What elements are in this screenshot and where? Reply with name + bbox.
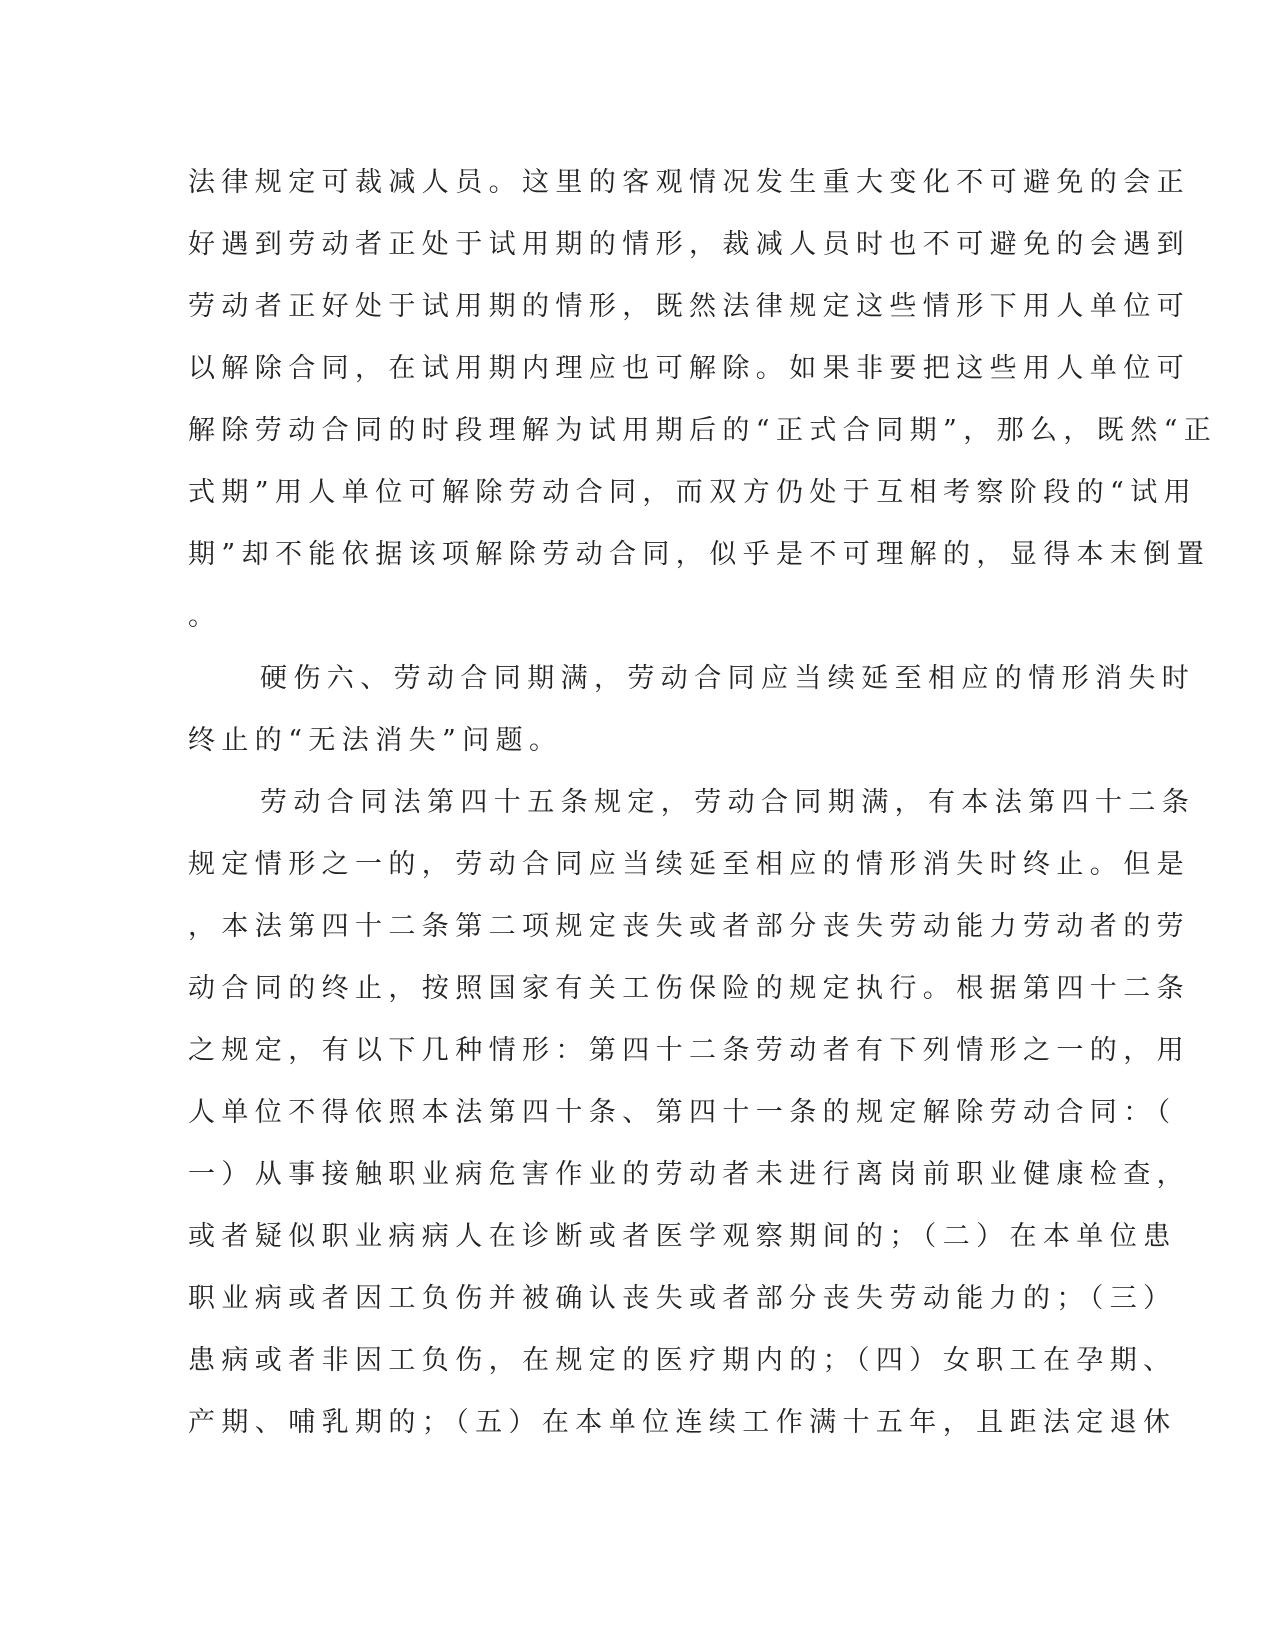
text-line: ，本法第四十二条第二项规定丧失或者部分丧失劳动能力劳动者的劳 xyxy=(188,911,1190,942)
text-line: 。 xyxy=(188,601,222,632)
paragraph-start: 劳动合同法第四十五条规定，劳动合同期满，有本法第四十二条 xyxy=(260,787,1196,818)
text-line: 解除劳动合同的时段理解为试用期后的“正式合同期”，那么，既然“正 xyxy=(188,415,1218,446)
text-line: 动合同的终止，按照国家有关工伤保险的规定执行。根据第四十二条 xyxy=(188,973,1190,1004)
text-line: 式期”用人单位可解除劳动合同，而双方仍处于互相考察阶段的“试用 xyxy=(188,477,1198,508)
text-line: 好遇到劳动者正处于试用期的情形，裁减人员时也不可避免的会遇到 xyxy=(188,229,1190,260)
text-line: 产期、哺乳期的；（五）在本单位连续工作满十五年，且距法定退休 xyxy=(188,1407,1177,1438)
text-line: 一）从事接触职业病危害作业的劳动者未进行离岗前职业健康检查， xyxy=(188,1159,1190,1190)
text-line: 职业病或者因工负伤并被确认丧失或者部分丧失劳动能力的；（三） xyxy=(188,1283,1177,1314)
text-line: 规定情形之一的，劳动合同应当续延至相应的情形消失时终止。但是 xyxy=(188,849,1190,880)
text-line: 劳动者正好处于试用期的情形，既然法律规定这些情形下用人单位可 xyxy=(188,291,1190,322)
text-line: 人单位不得依照本法第四十条、第四十一条的规定解除劳动合同：（ xyxy=(188,1097,1177,1128)
body-text xyxy=(188,152,1218,1454)
text-line: 或者疑似职业病病人在诊断或者医学观察期间的；（二）在本单位患 xyxy=(188,1221,1177,1252)
text-line: 期”却不能依据该项解除劳动合同，似乎是不可理解的，显得本末倒置 xyxy=(188,539,1211,570)
paragraph-heading: 硬伤六、劳动合同期满，劳动合同应当续延至相应的情形消失时 xyxy=(260,663,1196,694)
text-line: 之规定，有以下几种情形：第四十二条劳动者有下列情形之一的，用 xyxy=(188,1035,1190,1066)
text-line: 以解除合同，在试用期内理应也可解除。如果非要把这些用人单位可 xyxy=(188,353,1190,384)
text-line: 患病或者非因工负伤，在规定的医疗期内的；（四）女职工在孕期、 xyxy=(188,1345,1177,1376)
text-line: 终止的“无法消失”问题。 xyxy=(188,725,563,756)
text-line: 法律规定可裁减人员。这里的客观情况发生重大变化不可避免的会正 xyxy=(188,167,1190,198)
